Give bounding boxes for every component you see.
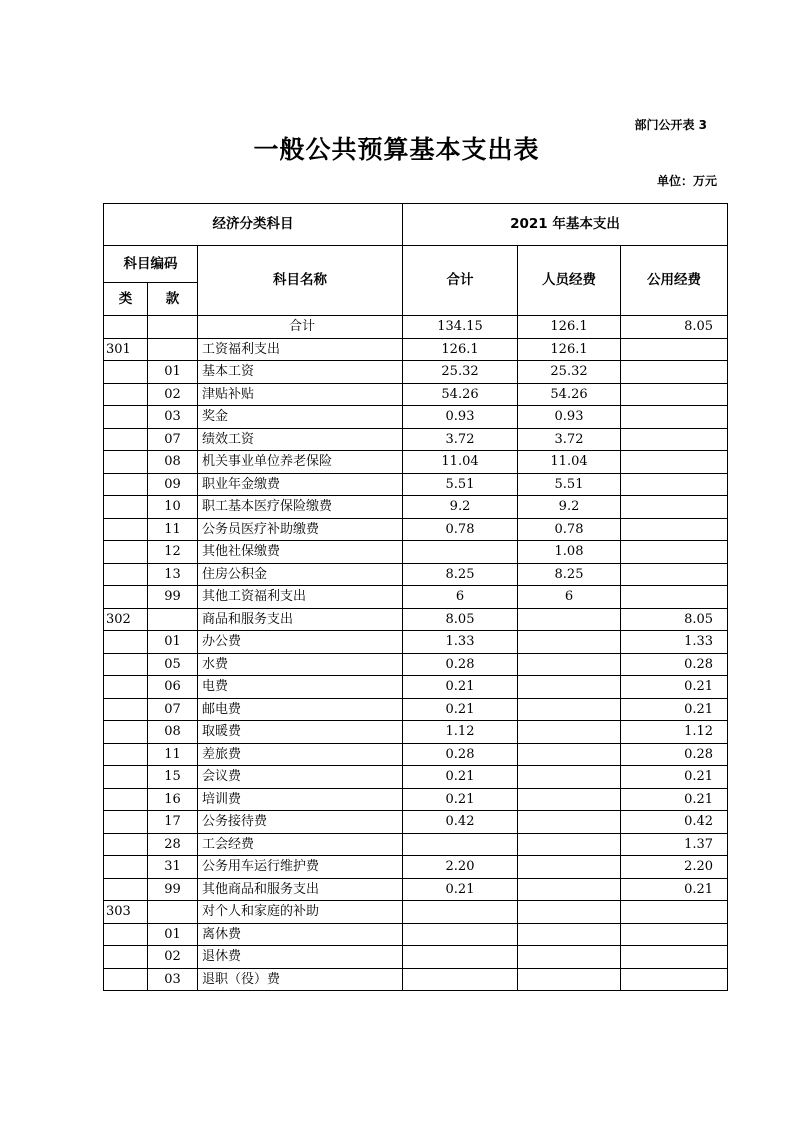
cell-public: 1.12 — [621, 721, 728, 744]
cell-public: 1.37 — [621, 833, 728, 856]
cell-public: 8.05 — [621, 608, 728, 631]
cell-total: 134.15 — [403, 316, 518, 339]
cell-personnel — [518, 721, 621, 744]
cell-total: 8.05 — [403, 608, 518, 631]
cell-category — [104, 968, 148, 991]
cell-category — [104, 496, 148, 519]
cell-total — [403, 946, 518, 969]
cell-name: 办公费 — [198, 631, 403, 654]
cell-name: 退休费 — [198, 946, 403, 969]
cell-category — [104, 428, 148, 451]
cell-total — [403, 833, 518, 856]
cell-public: 0.21 — [621, 698, 728, 721]
cell-personnel: 8.25 — [518, 563, 621, 586]
cell-personnel: 11.04 — [518, 451, 621, 474]
cell-personnel: 1.08 — [518, 541, 621, 564]
table-row — [104, 743, 728, 766]
cell-item: 01 — [148, 923, 198, 946]
table-row — [104, 518, 728, 541]
cell-public: 8.05 — [621, 316, 728, 339]
cell-category — [104, 833, 148, 856]
cell-public — [621, 496, 728, 519]
cell-category — [104, 788, 148, 811]
cell-personnel: 6 — [518, 586, 621, 609]
table-row — [104, 901, 728, 924]
cell-public — [621, 383, 728, 406]
cell-public: 0.21 — [621, 788, 728, 811]
cell-item — [148, 608, 198, 631]
header-code: 科目编码 — [104, 246, 198, 283]
table-body — [104, 204, 728, 991]
unit-label: 单位：万元 — [656, 174, 717, 188]
cell-public: 0.42 — [621, 811, 728, 834]
budget-table — [103, 203, 728, 991]
page-title: 一般公共预算基本支出表 — [253, 135, 540, 164]
cell-personnel — [518, 608, 621, 631]
cell-total — [403, 901, 518, 924]
table-row — [104, 946, 728, 969]
table-row — [104, 856, 728, 879]
cell-name: 对个人和家庭的补助 — [198, 901, 403, 924]
cell-public — [621, 563, 728, 586]
cell-personnel — [518, 901, 621, 924]
header-item: 款 — [148, 283, 198, 316]
cell-personnel — [518, 653, 621, 676]
cell-name: 差旅费 — [198, 743, 403, 766]
cell-total: 5.51 — [403, 473, 518, 496]
cell-item — [148, 316, 198, 339]
cell-total: 126.1 — [403, 338, 518, 361]
table-row — [104, 698, 728, 721]
cell-personnel: 126.1 — [518, 338, 621, 361]
cell-personnel: 0.93 — [518, 406, 621, 429]
cell-category — [104, 383, 148, 406]
cell-personnel: 9.2 — [518, 496, 621, 519]
table-row — [104, 383, 728, 406]
cell-name: 机关事业单位养老保险 — [198, 451, 403, 474]
cell-personnel — [518, 946, 621, 969]
cell-category — [104, 653, 148, 676]
table-row — [104, 361, 728, 384]
cell-public: 1.33 — [621, 631, 728, 654]
cell-public — [621, 901, 728, 924]
cell-total: 1.33 — [403, 631, 518, 654]
cell-personnel: 126.1 — [518, 316, 621, 339]
cell-name: 其他社保缴费 — [198, 541, 403, 564]
table-row — [104, 541, 728, 564]
cell-public — [621, 946, 728, 969]
header-category: 类 — [104, 283, 148, 316]
cell-personnel — [518, 878, 621, 901]
cell-category — [104, 406, 148, 429]
table-row — [104, 788, 728, 811]
cell-item: 01 — [148, 631, 198, 654]
cell-personnel: 5.51 — [518, 473, 621, 496]
cell-personnel — [518, 811, 621, 834]
table-row — [104, 923, 728, 946]
cell-total — [403, 923, 518, 946]
cell-total: 0.21 — [403, 878, 518, 901]
cell-total: 0.28 — [403, 653, 518, 676]
cell-category — [104, 878, 148, 901]
cell-category — [104, 946, 148, 969]
cell-item: 01 — [148, 361, 198, 384]
cell-name: 退职（役）费 — [198, 968, 403, 991]
cell-item: 07 — [148, 428, 198, 451]
cell-category — [104, 563, 148, 586]
cell-item: 03 — [148, 406, 198, 429]
table-row — [104, 316, 728, 339]
cell-total: 9.2 — [403, 496, 518, 519]
cell-item: 08 — [148, 451, 198, 474]
header-basic-expense: 2021 年基本支出 — [403, 204, 728, 246]
cell-personnel — [518, 856, 621, 879]
cell-total: 0.28 — [403, 743, 518, 766]
cell-item: 10 — [148, 496, 198, 519]
table-row — [104, 676, 728, 699]
table-row — [104, 608, 728, 631]
form-number: 部门公开表 3 — [634, 118, 707, 132]
cell-public: 2.20 — [621, 856, 728, 879]
cell-category — [104, 361, 148, 384]
cell-personnel: 25.32 — [518, 361, 621, 384]
cell-total: 11.04 — [403, 451, 518, 474]
cell-item: 05 — [148, 653, 198, 676]
cell-item: 06 — [148, 676, 198, 699]
cell-total: 0.93 — [403, 406, 518, 429]
cell-category: 301 — [104, 338, 148, 361]
table-row — [104, 428, 728, 451]
cell-total: 8.25 — [403, 563, 518, 586]
cell-name: 取暖费 — [198, 721, 403, 744]
header-personnel: 人员经费 — [518, 246, 621, 316]
cell-public — [621, 361, 728, 384]
cell-name: 培训费 — [198, 788, 403, 811]
cell-item: 12 — [148, 541, 198, 564]
cell-item: 31 — [148, 856, 198, 879]
cell-item: 09 — [148, 473, 198, 496]
cell-category — [104, 923, 148, 946]
cell-total: 0.21 — [403, 788, 518, 811]
cell-name: 工会经费 — [198, 833, 403, 856]
cell-category — [104, 698, 148, 721]
cell-item: 07 — [148, 698, 198, 721]
cell-total: 6 — [403, 586, 518, 609]
cell-name: 津贴补贴 — [198, 383, 403, 406]
cell-name: 水费 — [198, 653, 403, 676]
cell-item — [148, 901, 198, 924]
cell-name: 离休费 — [198, 923, 403, 946]
cell-public: 0.21 — [621, 676, 728, 699]
cell-name: 绩效工资 — [198, 428, 403, 451]
cell-category — [104, 316, 148, 339]
cell-total: 0.21 — [403, 766, 518, 789]
cell-public — [621, 518, 728, 541]
cell-category — [104, 518, 148, 541]
table-row — [104, 811, 728, 834]
cell-public: 0.28 — [621, 743, 728, 766]
cell-category — [104, 473, 148, 496]
cell-personnel: 3.72 — [518, 428, 621, 451]
cell-item — [148, 338, 198, 361]
cell-total: 54.26 — [403, 383, 518, 406]
cell-name: 职业年金缴费 — [198, 473, 403, 496]
table-row — [104, 631, 728, 654]
cell-category — [104, 586, 148, 609]
cell-personnel — [518, 743, 621, 766]
cell-public: 0.28 — [621, 653, 728, 676]
cell-public — [621, 473, 728, 496]
cell-personnel: 0.78 — [518, 518, 621, 541]
cell-name: 其他商品和服务支出 — [198, 878, 403, 901]
table-row — [104, 338, 728, 361]
cell-category — [104, 631, 148, 654]
table-row — [104, 496, 728, 519]
cell-total: 0.42 — [403, 811, 518, 834]
cell-personnel — [518, 631, 621, 654]
cell-personnel — [518, 698, 621, 721]
cell-item: 11 — [148, 518, 198, 541]
table-row — [104, 833, 728, 856]
cell-name: 职工基本医疗保险缴费 — [198, 496, 403, 519]
cell-category — [104, 766, 148, 789]
cell-item: 99 — [148, 586, 198, 609]
cell-category — [104, 721, 148, 744]
header-econ-class: 经济分类科目 — [104, 204, 403, 246]
cell-personnel — [518, 788, 621, 811]
cell-public — [621, 968, 728, 991]
table-row — [104, 563, 728, 586]
cell-name: 公务员医疗补助缴费 — [198, 518, 403, 541]
cell-total: 0.21 — [403, 676, 518, 699]
table-row — [104, 406, 728, 429]
cell-public — [621, 541, 728, 564]
table-row — [104, 721, 728, 744]
cell-category — [104, 856, 148, 879]
cell-item: 16 — [148, 788, 198, 811]
table-row — [104, 653, 728, 676]
cell-category: 303 — [104, 901, 148, 924]
cell-public — [621, 338, 728, 361]
table-row — [104, 766, 728, 789]
cell-category — [104, 743, 148, 766]
cell-name: 其他工资福利支出 — [198, 586, 403, 609]
table-row — [104, 968, 728, 991]
cell-total: 25.32 — [403, 361, 518, 384]
cell-category — [104, 811, 148, 834]
header-public: 公用经费 — [621, 246, 728, 316]
cell-item: 28 — [148, 833, 198, 856]
table-row — [104, 878, 728, 901]
cell-item: 02 — [148, 383, 198, 406]
cell-total: 1.12 — [403, 721, 518, 744]
cell-public: 0.21 — [621, 878, 728, 901]
header-total: 合计 — [403, 246, 518, 316]
table-row — [104, 586, 728, 609]
cell-category — [104, 676, 148, 699]
cell-item: 08 — [148, 721, 198, 744]
cell-public — [621, 586, 728, 609]
cell-name: 基本工资 — [198, 361, 403, 384]
cell-public — [621, 428, 728, 451]
table-row — [104, 451, 728, 474]
cell-total: 2.20 — [403, 856, 518, 879]
cell-name: 电费 — [198, 676, 403, 699]
cell-personnel: 54.26 — [518, 383, 621, 406]
table-row — [104, 473, 728, 496]
cell-item: 02 — [148, 946, 198, 969]
cell-category — [104, 451, 148, 474]
cell-personnel — [518, 923, 621, 946]
cell-item: 13 — [148, 563, 198, 586]
cell-public — [621, 923, 728, 946]
cell-item: 15 — [148, 766, 198, 789]
header-name: 科目名称 — [198, 246, 403, 316]
cell-public: 0.21 — [621, 766, 728, 789]
cell-item: 03 — [148, 968, 198, 991]
cell-total — [403, 968, 518, 991]
cell-name: 奖金 — [198, 406, 403, 429]
cell-name: 会议费 — [198, 766, 403, 789]
cell-name: 邮电费 — [198, 698, 403, 721]
cell-personnel — [518, 968, 621, 991]
cell-name: 公务用车运行维护费 — [198, 856, 403, 879]
cell-item: 17 — [148, 811, 198, 834]
cell-name: 住房公积金 — [198, 563, 403, 586]
cell-personnel — [518, 766, 621, 789]
cell-name: 合计 — [198, 316, 403, 339]
cell-name: 商品和服务支出 — [198, 608, 403, 631]
cell-category — [104, 541, 148, 564]
cell-item: 99 — [148, 878, 198, 901]
cell-personnel — [518, 833, 621, 856]
cell-category: 302 — [104, 608, 148, 631]
cell-name: 公务接待费 — [198, 811, 403, 834]
cell-total: 0.21 — [403, 698, 518, 721]
cell-public — [621, 451, 728, 474]
cell-total — [403, 541, 518, 564]
cell-public — [621, 406, 728, 429]
cell-personnel — [518, 676, 621, 699]
cell-name: 工资福利支出 — [198, 338, 403, 361]
cell-total: 3.72 — [403, 428, 518, 451]
cell-item: 11 — [148, 743, 198, 766]
cell-total: 0.78 — [403, 518, 518, 541]
